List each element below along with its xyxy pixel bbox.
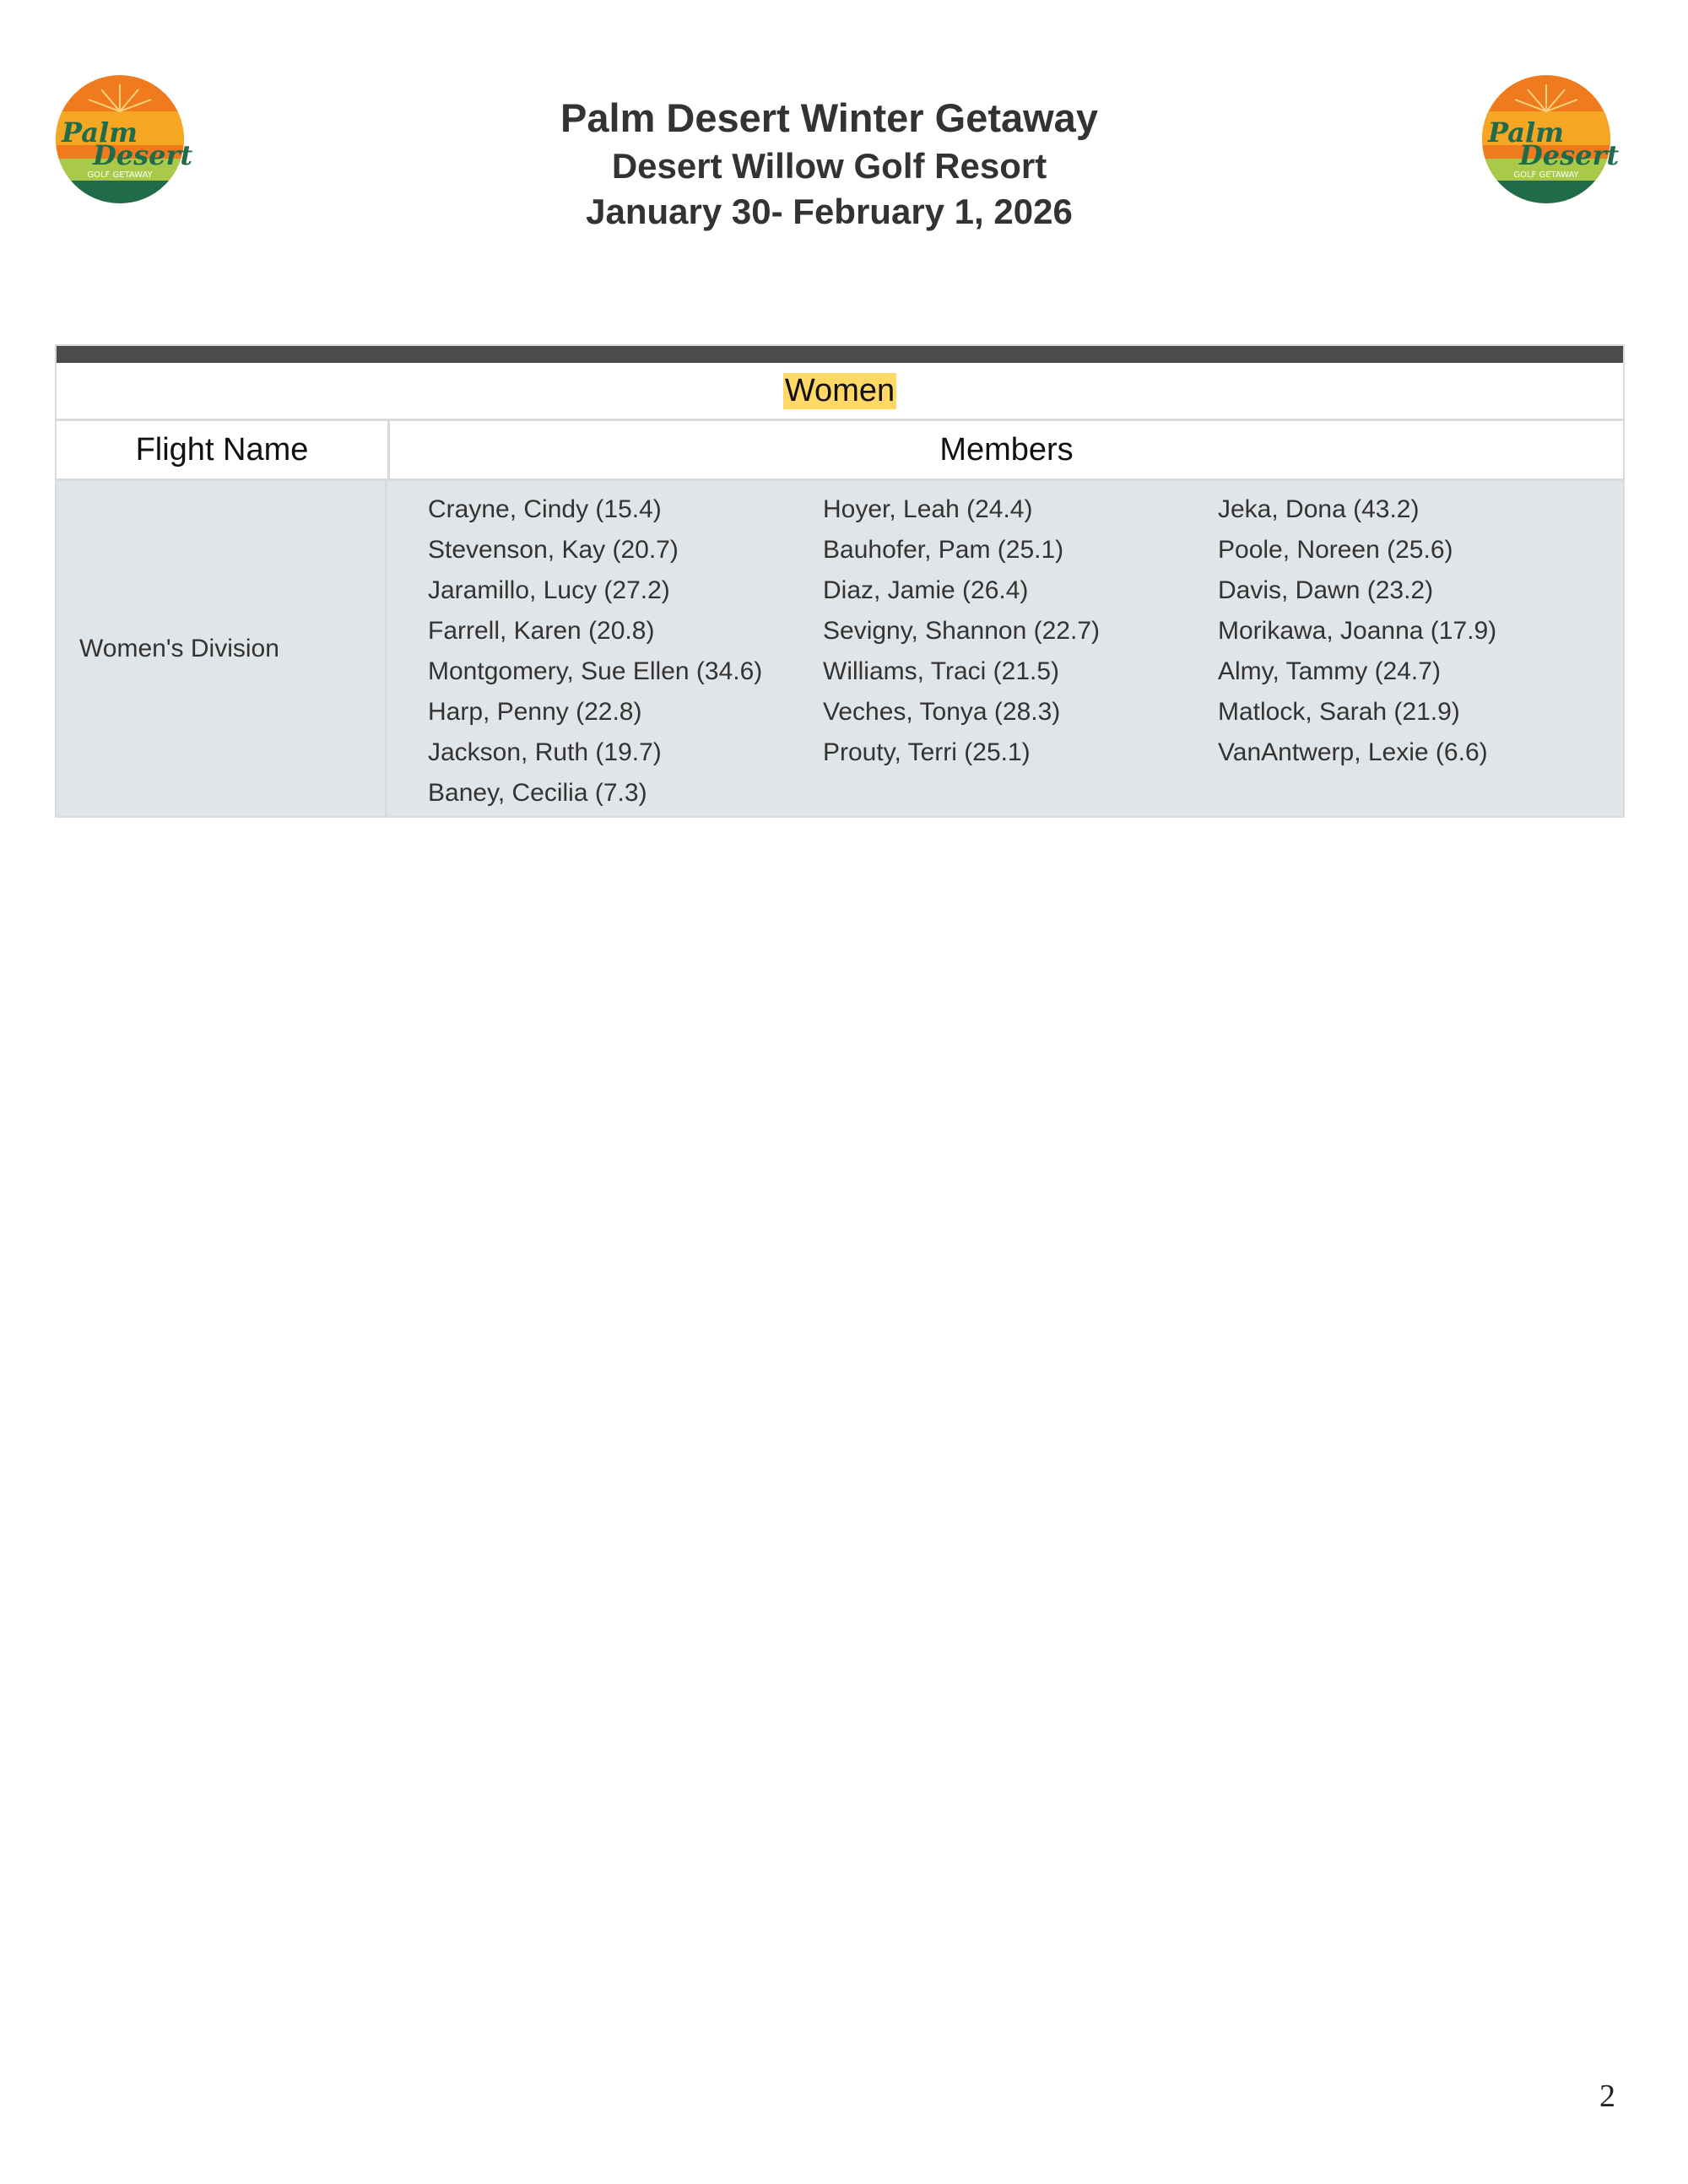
table-header-row xyxy=(57,421,1623,481)
member-item: Prouty, Terri (25.1) xyxy=(823,738,1031,766)
flights-table xyxy=(55,344,1625,818)
members-list xyxy=(387,481,1623,816)
member-item: Sevigny, Shannon (22.7) xyxy=(823,617,1100,645)
member-item: Almy, Tammy (24.7) xyxy=(1218,657,1441,685)
table-top-bar xyxy=(57,346,1623,363)
svg-text:Desert: Desert xyxy=(1519,139,1620,171)
svg-text:Desert: Desert xyxy=(93,139,193,171)
member-item: Matlock, Sarah (21.9) xyxy=(1218,698,1460,726)
member-item: Baney, Cecilia (7.3) xyxy=(428,779,647,807)
flight-name-header: Flight Name xyxy=(57,421,390,478)
svg-text:GOLF GETAWAY: GOLF GETAWAY xyxy=(87,170,153,180)
document-header xyxy=(0,93,1658,235)
section-label: Women xyxy=(784,372,895,408)
member-item: Jaramillo, Lucy (27.2) xyxy=(428,576,670,604)
event-title: Palm Desert Winter Getaway xyxy=(560,95,1098,140)
member-item: Harp, Penny (22.8) xyxy=(428,698,642,726)
members-column xyxy=(1218,489,1613,816)
member-item: Hoyer, Leah (24.4) xyxy=(823,495,1033,523)
member-item: Diaz, Jamie (26.4) xyxy=(823,576,1029,604)
svg-text:Palm: Palm xyxy=(1488,116,1564,149)
members-column xyxy=(823,489,1218,816)
member-item: VanAntwerp, Lexie (6.6) xyxy=(1218,738,1488,766)
table-row xyxy=(57,481,1623,816)
member-item: Morikawa, Joanna (17.9) xyxy=(1218,617,1497,645)
section-row xyxy=(57,363,1623,421)
member-item: Crayne, Cindy (15.4) xyxy=(428,495,662,523)
members-column xyxy=(387,489,823,816)
member-item: Veches, Tonya (28.3) xyxy=(823,698,1061,726)
svg-text:GOLF GETAWAY: GOLF GETAWAY xyxy=(1513,170,1579,180)
member-item: Davis, Dawn (23.2) xyxy=(1218,576,1434,604)
member-item: Montgomery, Sue Ellen (34.6) xyxy=(428,657,763,685)
member-item: Williams, Traci (21.5) xyxy=(823,657,1060,685)
svg-text:Palm: Palm xyxy=(62,116,138,149)
member-item: Stevenson, Kay (20.7) xyxy=(428,536,679,564)
members-header: Members xyxy=(939,431,1074,468)
member-item: Poole, Noreen (25.6) xyxy=(1218,536,1453,564)
event-dates: January 30- February 1, 2026 xyxy=(586,192,1073,231)
member-item: Bauhofer, Pam (25.1) xyxy=(823,536,1064,564)
member-item: Jackson, Ruth (19.7) xyxy=(428,738,662,766)
venue-name: Desert Willow Golf Resort xyxy=(611,146,1047,186)
page-number: 2 xyxy=(1599,2079,1615,2114)
member-item: Jeka, Dona (43.2) xyxy=(1218,495,1420,523)
member-item: Farrell, Karen (20.8) xyxy=(428,617,655,645)
division-name: Women's Division xyxy=(57,481,387,816)
